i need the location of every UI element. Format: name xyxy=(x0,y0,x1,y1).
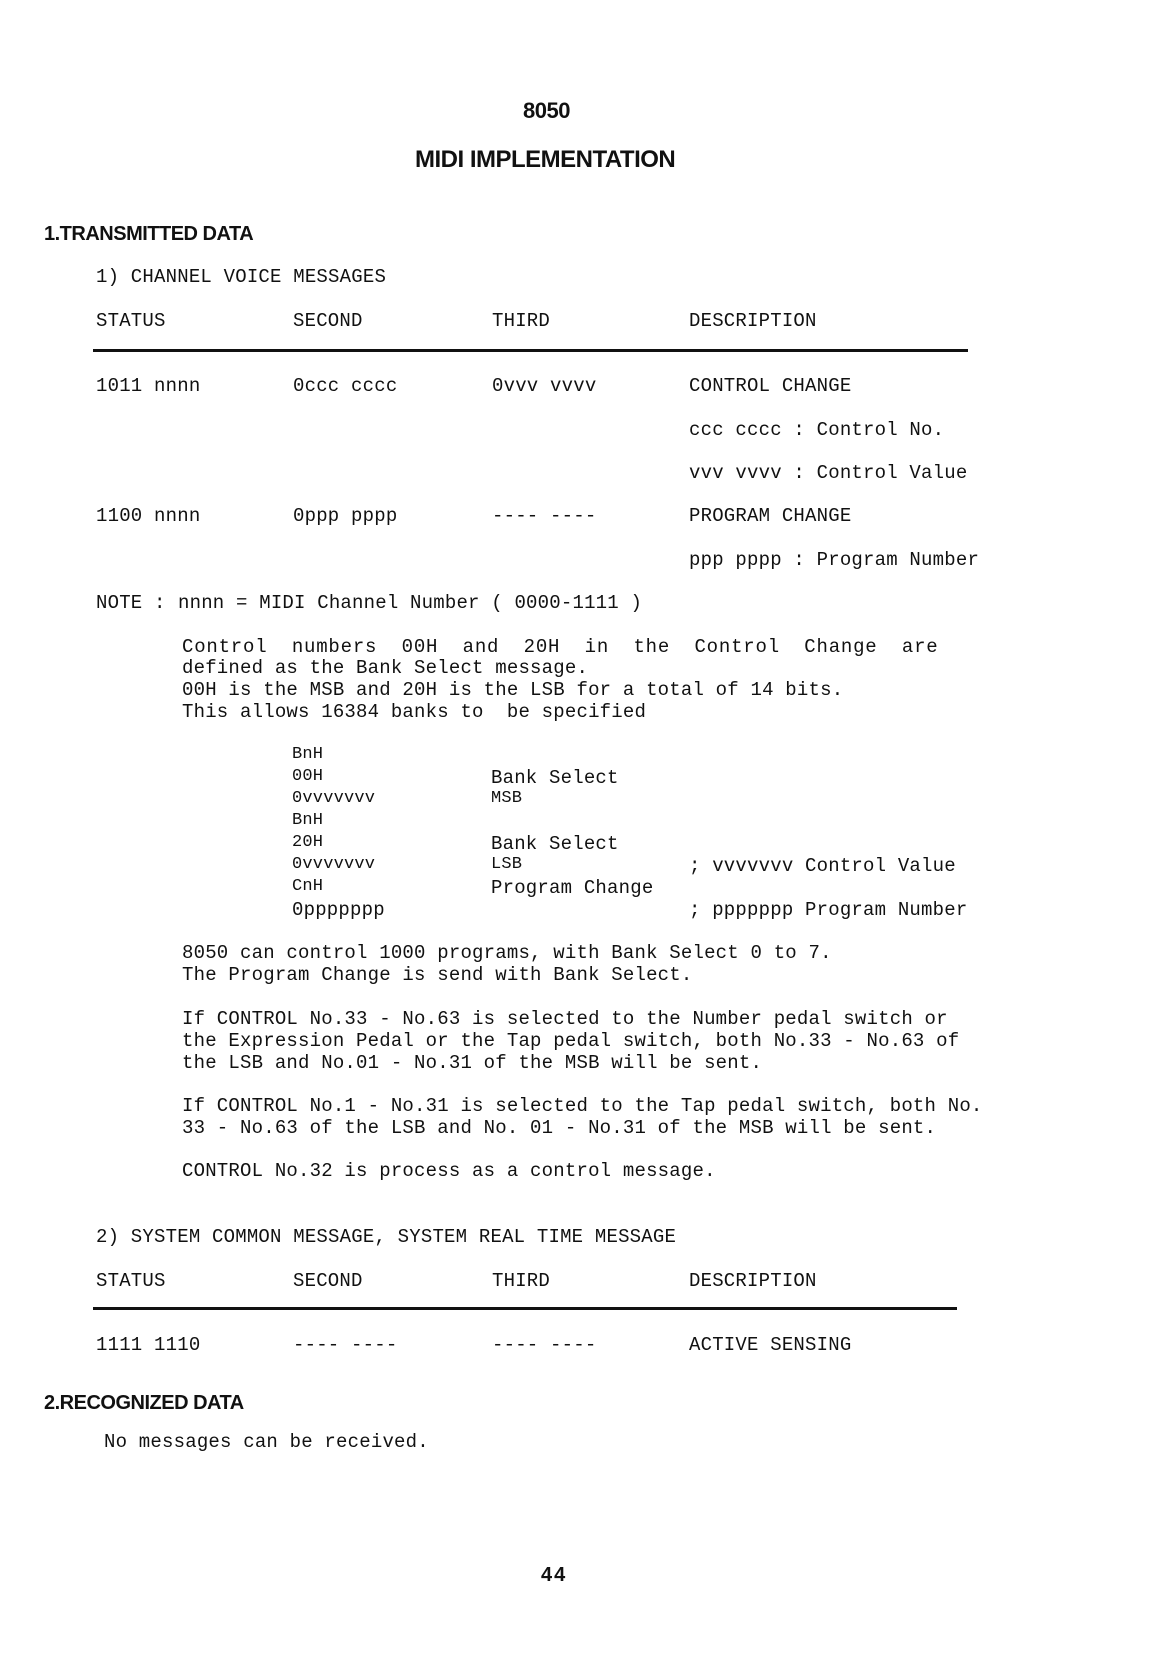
bank-label: Bank Select xyxy=(491,767,619,789)
table-row-description: PROGRAM CHANGE xyxy=(689,505,852,527)
table-row-status: 1111 1110 xyxy=(96,1334,201,1356)
page-number: 44 xyxy=(541,1564,568,1586)
column-header-second: SECOND xyxy=(293,310,363,332)
paragraph-line: 8050 can control 1000 programs, with Bank Select 0 to 7. xyxy=(182,942,832,964)
paragraph-line: This allows 16384 banks to be specified xyxy=(182,701,647,723)
paragraph-line: 00H is the MSB and 20H is the LSB for a total of 14 bits. xyxy=(182,679,844,701)
paragraph-line: defined as the Bank Select message. xyxy=(182,657,589,679)
paragraph-line: the LSB and No.01 - No.31 of the MSB will be sent. xyxy=(182,1052,763,1074)
bank-code: BnH xyxy=(292,811,324,830)
bank-code: 0ppppppp xyxy=(292,899,385,921)
table-row-description: CONTROL CHANGE xyxy=(689,375,852,397)
bank-code: 00H xyxy=(292,767,324,786)
recognized-text: No messages can be received. xyxy=(104,1431,429,1453)
paragraph-line: If CONTROL No.1 - No.31 is selected to the Tap pedal switch, both No. xyxy=(182,1095,983,1117)
note-label: NOTE : xyxy=(96,592,166,614)
model-number: 8050 xyxy=(523,98,570,123)
bank-code: CnH xyxy=(292,877,324,896)
table-row-second: 0ccc cccc xyxy=(293,375,398,397)
bank-code: 20H xyxy=(292,833,324,852)
paragraph-line: Control numbers 00H and 20H in the Control Change are xyxy=(182,636,939,658)
bank-code: 0vvvvvvv xyxy=(292,789,376,808)
section-heading-recognized: 2.RECOGNIZED DATA xyxy=(44,1392,244,1414)
column-header-third: THIRD xyxy=(492,310,551,332)
paragraph-line: The Program Change is send with Bank Select. xyxy=(182,964,693,986)
table-row-description: ppp pppp : Program Number xyxy=(689,549,980,571)
bank-label: MSB xyxy=(491,789,523,808)
bank-comment: ; ppppppp Program Number xyxy=(689,899,968,921)
bank-label: Bank Select xyxy=(491,833,619,855)
table-row-status: 1100 nnnn xyxy=(96,505,201,527)
column-header-third: THIRD xyxy=(492,1270,551,1292)
page-title: MIDI IMPLEMENTATION xyxy=(415,146,676,173)
column-header-status: STATUS xyxy=(96,1270,166,1292)
table-row-description: ACTIVE SENSING xyxy=(689,1334,852,1356)
table-row-third: ---- ---- xyxy=(492,505,597,527)
table-row-second: 0ppp pppp xyxy=(293,505,398,527)
bank-label: LSB xyxy=(491,855,523,874)
column-header-description: DESCRIPTION xyxy=(689,310,817,332)
table-row-description: ccc cccc : Control No. xyxy=(689,419,945,441)
table-row-second: ---- ---- xyxy=(293,1334,398,1356)
section-heading-transmitted: 1.TRANSMITTED DATA xyxy=(44,223,254,245)
bank-code: 0vvvvvvv xyxy=(292,855,376,874)
bank-comment: ; vvvvvvv Control Value xyxy=(689,855,956,877)
paragraph-line: CONTROL No.32 is process as a control message. xyxy=(182,1160,716,1182)
table-header-rule xyxy=(93,1307,957,1310)
note-text: nnnn = MIDI Channel Number ( 0000-1111 ) xyxy=(178,592,643,614)
bank-label: Program Change xyxy=(491,877,654,899)
table-row-status: 1011 nnnn xyxy=(96,375,201,397)
column-header-description: DESCRIPTION xyxy=(689,1270,817,1292)
subsection-title-system-messages: 2) SYSTEM COMMON MESSAGE, SYSTEM REAL TIME MESSAGE xyxy=(96,1226,677,1248)
column-header-status: STATUS xyxy=(96,310,166,332)
column-header-second: SECOND xyxy=(293,1270,363,1292)
subsection-title-channel-voice: 1) CHANNEL VOICE MESSAGES xyxy=(96,266,387,288)
paragraph-line: 33 - No.63 of the LSB and No. 01 - No.31 of the MSB will be sent. xyxy=(182,1117,937,1139)
table-header-rule xyxy=(93,349,968,352)
table-row-third: 0vvv vvvv xyxy=(492,375,597,397)
paragraph-line: If CONTROL No.33 - No.63 is selected to the Number pedal switch or xyxy=(182,1008,948,1030)
bank-code: BnH xyxy=(292,745,324,764)
table-row-third: ---- ---- xyxy=(492,1334,597,1356)
table-row-description: vvv vvvv : Control Value xyxy=(689,462,968,484)
paragraph-line: the Expression Pedal or the Tap pedal switch, both No.33 - No.63 of xyxy=(182,1030,960,1052)
